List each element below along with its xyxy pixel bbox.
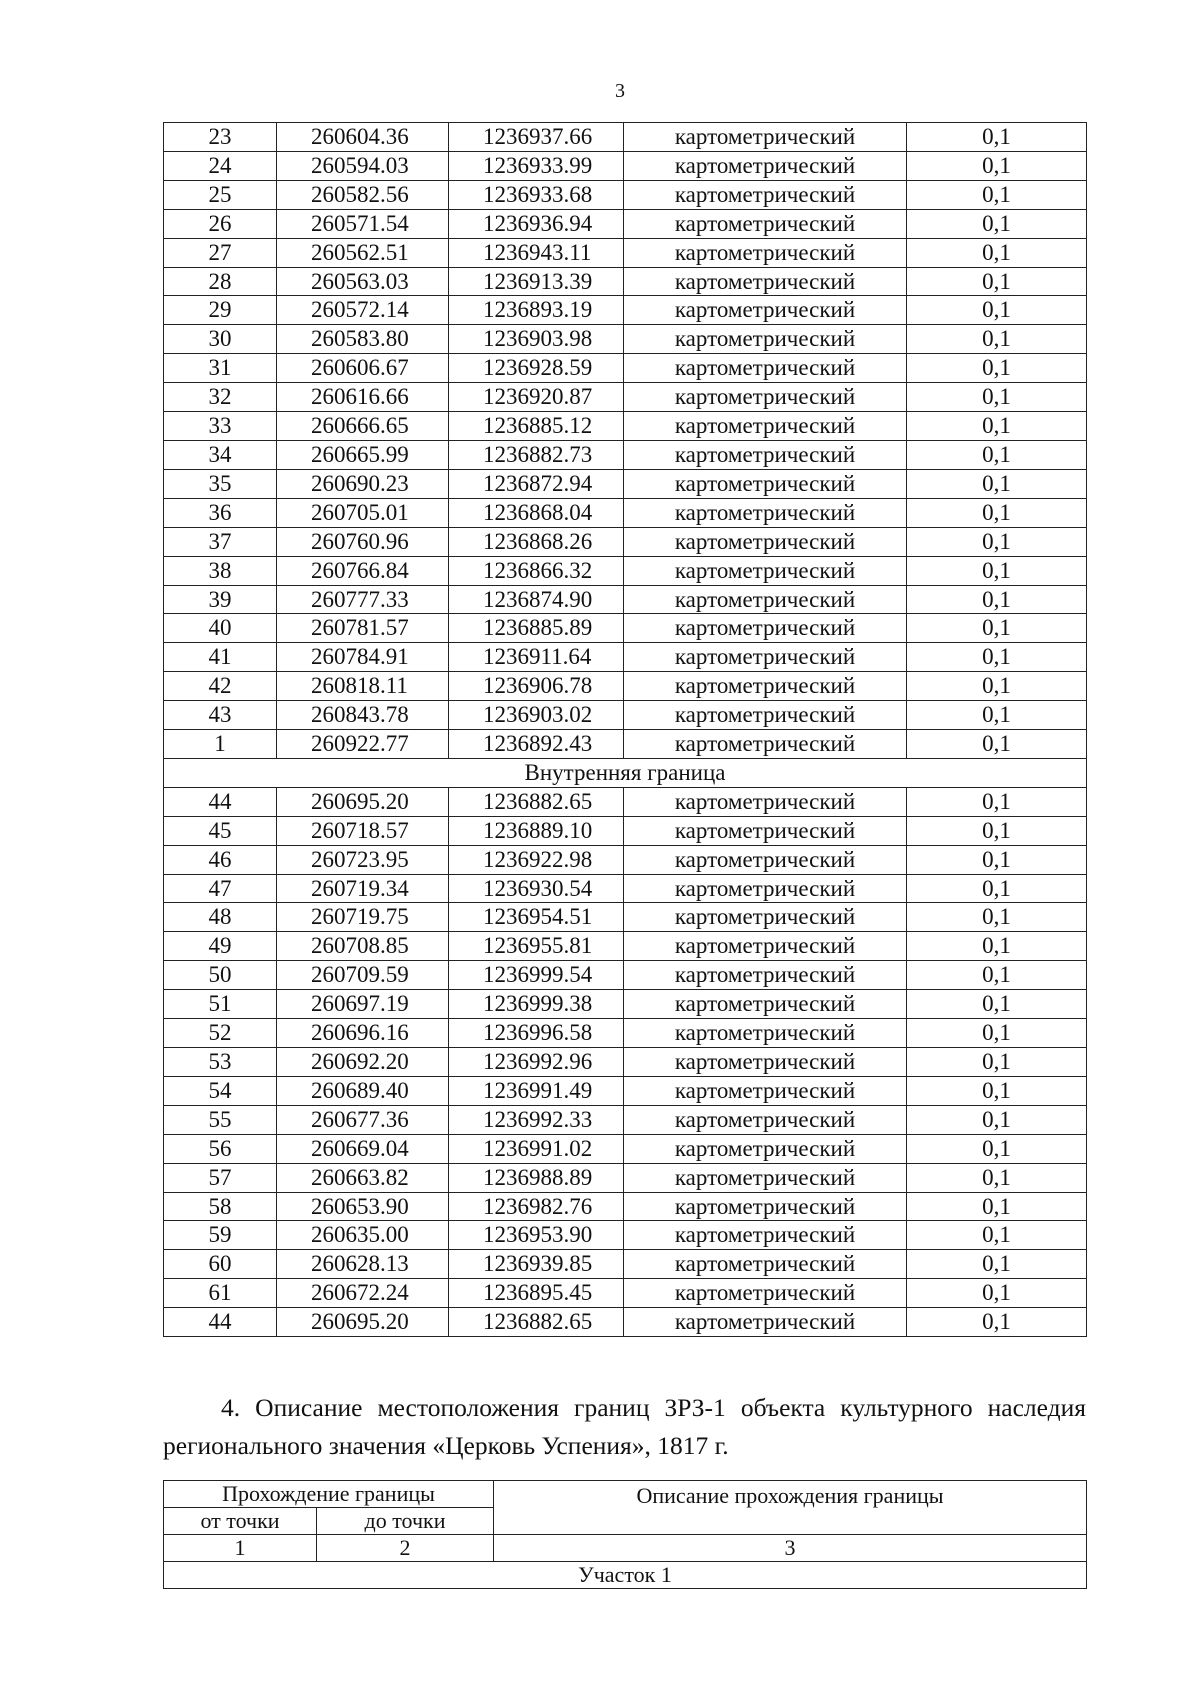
point-number: 36 xyxy=(164,498,277,527)
coord-y: 1236906.78 xyxy=(449,672,624,701)
point-number: 28 xyxy=(164,267,277,296)
point-number: 59 xyxy=(164,1221,277,1250)
point-number: 35 xyxy=(164,469,277,498)
table-row xyxy=(164,961,1087,990)
table-row xyxy=(164,845,1087,874)
coord-y: 1236922.98 xyxy=(449,845,624,874)
point-number: 57 xyxy=(164,1163,277,1192)
coord-x: 260705.01 xyxy=(277,498,449,527)
method: картометрический xyxy=(624,1308,907,1337)
accuracy: 0,1 xyxy=(907,1076,1087,1105)
accuracy: 0,1 xyxy=(907,672,1087,701)
table-row xyxy=(164,1019,1087,1048)
table-row xyxy=(164,672,1087,701)
accuracy: 0,1 xyxy=(907,1163,1087,1192)
table-row xyxy=(164,440,1087,469)
point-number: 52 xyxy=(164,1019,277,1048)
coord-x: 260689.40 xyxy=(277,1076,449,1105)
coord-x: 260922.77 xyxy=(277,730,449,759)
table-row xyxy=(164,990,1087,1019)
accuracy: 0,1 xyxy=(907,643,1087,672)
coord-x: 260723.95 xyxy=(277,845,449,874)
coord-x: 260628.13 xyxy=(277,1250,449,1279)
table-row xyxy=(164,903,1087,932)
header-description: Описание прохождения границы xyxy=(494,1481,1087,1535)
point-number: 53 xyxy=(164,1048,277,1077)
coord-y: 1236903.98 xyxy=(449,325,624,354)
method: картометрический xyxy=(624,238,907,267)
coord-y: 1236930.54 xyxy=(449,874,624,903)
method: картометрический xyxy=(624,180,907,209)
coord-y: 1236996.58 xyxy=(449,1019,624,1048)
point-number: 47 xyxy=(164,874,277,903)
method: картометрический xyxy=(624,961,907,990)
page-number: 3 xyxy=(615,80,625,102)
method: картометрический xyxy=(624,1134,907,1163)
accuracy: 0,1 xyxy=(907,440,1087,469)
coord-x: 260760.96 xyxy=(277,527,449,556)
coord-x: 260719.34 xyxy=(277,874,449,903)
coord-x: 260784.91 xyxy=(277,643,449,672)
section-row xyxy=(164,1562,1087,1589)
accuracy: 0,1 xyxy=(907,1308,1087,1337)
table-row xyxy=(164,556,1087,585)
coord-x: 260563.03 xyxy=(277,267,449,296)
coord-x: 260562.51 xyxy=(277,238,449,267)
method: картометрический xyxy=(624,267,907,296)
coord-x: 260583.80 xyxy=(277,325,449,354)
table-row xyxy=(164,1192,1087,1221)
method: картометрический xyxy=(624,845,907,874)
coord-y: 1236866.32 xyxy=(449,556,624,585)
section-heading xyxy=(163,1389,1086,1465)
coord-y: 1236885.89 xyxy=(449,614,624,643)
coord-x: 260669.04 xyxy=(277,1134,449,1163)
point-number: 34 xyxy=(164,440,277,469)
point-number: 37 xyxy=(164,527,277,556)
coord-y: 1236874.90 xyxy=(449,585,624,614)
coord-y: 1236882.65 xyxy=(449,1308,624,1337)
accuracy: 0,1 xyxy=(907,961,1087,990)
table-row xyxy=(164,816,1087,845)
table-row xyxy=(164,151,1087,180)
coord-x: 260672.24 xyxy=(277,1279,449,1308)
point-number: 43 xyxy=(164,701,277,730)
accuracy: 0,1 xyxy=(907,527,1087,556)
accuracy: 0,1 xyxy=(907,1019,1087,1048)
coord-y: 1236937.66 xyxy=(449,123,624,152)
coord-y: 1236982.76 xyxy=(449,1192,624,1221)
coord-x: 260695.20 xyxy=(277,1308,449,1337)
method: картометрический xyxy=(624,412,907,441)
accuracy: 0,1 xyxy=(907,1048,1087,1077)
point-number: 60 xyxy=(164,1250,277,1279)
coord-x: 260616.66 xyxy=(277,383,449,412)
accuracy: 0,1 xyxy=(907,151,1087,180)
accuracy: 0,1 xyxy=(907,469,1087,498)
column-number-2: 2 xyxy=(317,1535,494,1562)
method: картометрический xyxy=(624,614,907,643)
table-row xyxy=(164,180,1087,209)
table-row xyxy=(164,701,1087,730)
coord-y: 1236893.19 xyxy=(449,296,624,325)
method: картометрический xyxy=(624,123,907,152)
coord-x: 260818.11 xyxy=(277,672,449,701)
coord-x: 260697.19 xyxy=(277,990,449,1019)
accuracy: 0,1 xyxy=(907,701,1087,730)
coord-y: 1236992.96 xyxy=(449,1048,624,1077)
coord-y: 1236933.68 xyxy=(449,180,624,209)
method: картометрический xyxy=(624,730,907,759)
point-number: 41 xyxy=(164,643,277,672)
method: картометрический xyxy=(624,1105,907,1134)
method: картометрический xyxy=(624,383,907,412)
method: картометрический xyxy=(624,1048,907,1077)
table-row xyxy=(164,1076,1087,1105)
point-number: 33 xyxy=(164,412,277,441)
table-row xyxy=(164,238,1087,267)
point-number: 45 xyxy=(164,816,277,845)
table-row xyxy=(164,209,1087,238)
method: картометрический xyxy=(624,1163,907,1192)
coord-y: 1236999.54 xyxy=(449,961,624,990)
coord-y: 1236939.85 xyxy=(449,1250,624,1279)
point-number: 56 xyxy=(164,1134,277,1163)
section-label: Участок 1 xyxy=(164,1562,1087,1589)
coord-x: 260709.59 xyxy=(277,961,449,990)
coord-x: 260635.00 xyxy=(277,1221,449,1250)
coord-x: 260571.54 xyxy=(277,209,449,238)
method: картометрический xyxy=(624,903,907,932)
coord-y: 1236913.39 xyxy=(449,267,624,296)
coord-x: 260663.82 xyxy=(277,1163,449,1192)
coord-y: 1236991.49 xyxy=(449,1076,624,1105)
method: картометрический xyxy=(624,787,907,816)
coord-y: 1236911.64 xyxy=(449,643,624,672)
accuracy: 0,1 xyxy=(907,1279,1087,1308)
method: картометрический xyxy=(624,527,907,556)
coord-x: 260572.14 xyxy=(277,296,449,325)
coord-x: 260690.23 xyxy=(277,469,449,498)
table-row xyxy=(164,354,1087,383)
method: картометрический xyxy=(624,1279,907,1308)
coord-x: 260665.99 xyxy=(277,440,449,469)
method: картометрический xyxy=(624,932,907,961)
coord-x: 260766.84 xyxy=(277,556,449,585)
coordinates-table xyxy=(163,122,1087,1337)
coord-y: 1236903.02 xyxy=(449,701,624,730)
coord-x: 260843.78 xyxy=(277,701,449,730)
coord-y: 1236882.73 xyxy=(449,440,624,469)
coord-y: 1236999.38 xyxy=(449,990,624,1019)
accuracy: 0,1 xyxy=(907,1221,1087,1250)
coord-x: 260777.33 xyxy=(277,585,449,614)
accuracy: 0,1 xyxy=(907,990,1087,1019)
coord-y: 1236889.10 xyxy=(449,816,624,845)
coord-x: 260604.36 xyxy=(277,123,449,152)
accuracy: 0,1 xyxy=(907,354,1087,383)
point-number: 24 xyxy=(164,151,277,180)
accuracy: 0,1 xyxy=(907,730,1087,759)
coord-x: 260594.03 xyxy=(277,151,449,180)
point-number: 54 xyxy=(164,1076,277,1105)
point-number: 29 xyxy=(164,296,277,325)
method: картометрический xyxy=(624,816,907,845)
table-row xyxy=(164,585,1087,614)
point-number: 23 xyxy=(164,123,277,152)
accuracy: 0,1 xyxy=(907,123,1087,152)
method: картометрический xyxy=(624,1019,907,1048)
coord-x: 260653.90 xyxy=(277,1192,449,1221)
point-number: 32 xyxy=(164,383,277,412)
coord-y: 1236943.11 xyxy=(449,238,624,267)
point-number: 49 xyxy=(164,932,277,961)
table-row xyxy=(164,1279,1087,1308)
coord-y: 1236882.65 xyxy=(449,787,624,816)
method: картометрический xyxy=(624,296,907,325)
point-number: 39 xyxy=(164,585,277,614)
table-row xyxy=(164,296,1087,325)
point-number: 58 xyxy=(164,1192,277,1221)
coord-x: 260781.57 xyxy=(277,614,449,643)
table-row xyxy=(164,874,1087,903)
column-numbers-row xyxy=(164,1535,1087,1562)
table-row xyxy=(164,1308,1087,1337)
table-row xyxy=(164,643,1087,672)
accuracy: 0,1 xyxy=(907,180,1087,209)
point-number: 42 xyxy=(164,672,277,701)
coord-y: 1236991.02 xyxy=(449,1134,624,1163)
method: картометрический xyxy=(624,1076,907,1105)
header-from-point: от точки xyxy=(164,1508,317,1535)
method: картометрический xyxy=(624,151,907,180)
accuracy: 0,1 xyxy=(907,1134,1087,1163)
coord-x: 260708.85 xyxy=(277,932,449,961)
coord-y: 1236988.89 xyxy=(449,1163,624,1192)
accuracy: 0,1 xyxy=(907,845,1087,874)
coord-x: 260582.56 xyxy=(277,180,449,209)
coord-x: 260666.65 xyxy=(277,412,449,441)
coord-x: 260718.57 xyxy=(277,816,449,845)
point-number: 44 xyxy=(164,1308,277,1337)
method: картометрический xyxy=(624,498,907,527)
coord-x: 260695.20 xyxy=(277,787,449,816)
point-number: 27 xyxy=(164,238,277,267)
point-number: 48 xyxy=(164,903,277,932)
table-row xyxy=(164,1221,1087,1250)
accuracy: 0,1 xyxy=(907,238,1087,267)
accuracy: 0,1 xyxy=(907,1105,1087,1134)
point-number: 40 xyxy=(164,614,277,643)
accuracy: 0,1 xyxy=(907,787,1087,816)
table-row xyxy=(164,527,1087,556)
method: картометрический xyxy=(624,643,907,672)
coord-y: 1236920.87 xyxy=(449,383,624,412)
accuracy: 0,1 xyxy=(907,585,1087,614)
method: картометрический xyxy=(624,325,907,354)
point-number: 26 xyxy=(164,209,277,238)
coord-y: 1236953.90 xyxy=(449,1221,624,1250)
accuracy: 0,1 xyxy=(907,932,1087,961)
method: картометрический xyxy=(624,1250,907,1279)
point-number: 61 xyxy=(164,1279,277,1308)
inner-boundary-label: Внутренняя граница xyxy=(164,758,1087,787)
coord-x: 260696.16 xyxy=(277,1019,449,1048)
point-number: 38 xyxy=(164,556,277,585)
coord-x: 260719.75 xyxy=(277,903,449,932)
method: картометрический xyxy=(624,874,907,903)
method: картометрический xyxy=(624,585,907,614)
point-number: 55 xyxy=(164,1105,277,1134)
accuracy: 0,1 xyxy=(907,874,1087,903)
table-row xyxy=(164,1134,1087,1163)
table-row xyxy=(164,1048,1087,1077)
header-to-point: до точки xyxy=(317,1508,494,1535)
inner-boundary-row xyxy=(164,758,1087,787)
table-row xyxy=(164,383,1087,412)
accuracy: 0,1 xyxy=(907,614,1087,643)
point-number: 31 xyxy=(164,354,277,383)
coord-y: 1236885.12 xyxy=(449,412,624,441)
accuracy: 0,1 xyxy=(907,412,1087,441)
coord-x: 260606.67 xyxy=(277,354,449,383)
accuracy: 0,1 xyxy=(907,903,1087,932)
coord-y: 1236868.04 xyxy=(449,498,624,527)
accuracy: 0,1 xyxy=(907,383,1087,412)
point-number: 46 xyxy=(164,845,277,874)
method: картометрический xyxy=(624,354,907,383)
point-number: 44 xyxy=(164,787,277,816)
accuracy: 0,1 xyxy=(907,209,1087,238)
method: картометрический xyxy=(624,440,907,469)
table-row xyxy=(164,932,1087,961)
method: картометрический xyxy=(624,1192,907,1221)
coord-x: 260692.20 xyxy=(277,1048,449,1077)
table-row xyxy=(164,614,1087,643)
method: картометрический xyxy=(624,209,907,238)
header-passage: Прохождение границы xyxy=(164,1481,494,1508)
table-row xyxy=(164,469,1087,498)
accuracy: 0,1 xyxy=(907,816,1087,845)
accuracy: 0,1 xyxy=(907,1192,1087,1221)
accuracy: 0,1 xyxy=(907,498,1087,527)
coord-y: 1236868.26 xyxy=(449,527,624,556)
table-row xyxy=(164,498,1087,527)
coord-y: 1236933.99 xyxy=(449,151,624,180)
accuracy: 0,1 xyxy=(907,1250,1087,1279)
table-row xyxy=(164,787,1087,816)
method: картометрический xyxy=(624,469,907,498)
column-number-3: 3 xyxy=(494,1535,1087,1562)
method: картометрический xyxy=(624,990,907,1019)
accuracy: 0,1 xyxy=(907,296,1087,325)
point-number: 51 xyxy=(164,990,277,1019)
table-row xyxy=(164,267,1087,296)
coord-y: 1236872.94 xyxy=(449,469,624,498)
method: картометрический xyxy=(624,701,907,730)
table-row xyxy=(164,730,1087,759)
coord-y: 1236936.94 xyxy=(449,209,624,238)
table-row xyxy=(164,123,1087,152)
table-row xyxy=(164,1250,1087,1279)
coord-y: 1236992.33 xyxy=(449,1105,624,1134)
table-row xyxy=(164,1163,1087,1192)
point-number: 1 xyxy=(164,730,277,759)
table-row xyxy=(164,412,1087,441)
boundary-description-table xyxy=(163,1480,1087,1589)
coord-y: 1236954.51 xyxy=(449,903,624,932)
coord-y: 1236928.59 xyxy=(449,354,624,383)
coordinates-table-body xyxy=(164,123,1087,1337)
section-heading-text: 4. Описание местоположения границ ЗРЗ-1 объекта культурного наследия регионального значения «Церковь Успения», 1817 г. xyxy=(163,1393,1086,1460)
header-row xyxy=(164,1481,1087,1508)
accuracy: 0,1 xyxy=(907,556,1087,585)
coord-y: 1236892.43 xyxy=(449,730,624,759)
point-number: 30 xyxy=(164,325,277,354)
method: картометрический xyxy=(624,672,907,701)
coord-x: 260677.36 xyxy=(277,1105,449,1134)
coord-y: 1236955.81 xyxy=(449,932,624,961)
table-row xyxy=(164,1105,1087,1134)
method: картометрический xyxy=(624,1221,907,1250)
point-number: 25 xyxy=(164,180,277,209)
accuracy: 0,1 xyxy=(907,267,1087,296)
method: картометрический xyxy=(624,556,907,585)
coord-y: 1236895.45 xyxy=(449,1279,624,1308)
point-number: 50 xyxy=(164,961,277,990)
column-number-1: 1 xyxy=(164,1535,317,1562)
table-row xyxy=(164,325,1087,354)
accuracy: 0,1 xyxy=(907,325,1087,354)
